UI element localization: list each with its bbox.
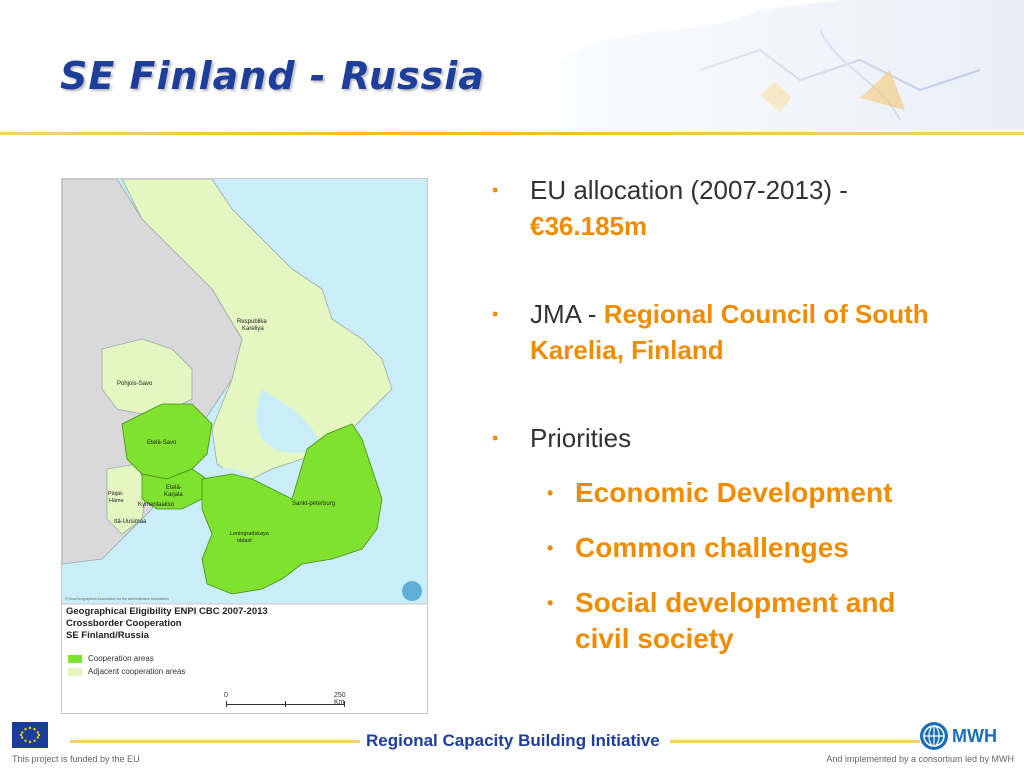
footer-divider-left [70, 740, 360, 743]
sub-bullet-dot-icon: • [547, 593, 554, 613]
legend-label-cooperation: Cooperation areas [88, 654, 154, 663]
bullet-dot-icon: • [492, 180, 499, 200]
legend-label-adjacent: Adjacent cooperation areas [88, 667, 186, 676]
map-label-etela-karjala: Etelä-Karjala [164, 485, 183, 498]
legend-adjacent [68, 667, 185, 676]
map-caption-line1: Geographical Eligibility ENPI CBC 2007-2013 [66, 606, 268, 617]
map-label-sankt-peterburg: Sankt-peterburg [292, 501, 336, 507]
priority-item [547, 530, 849, 566]
map-logo-icon [402, 581, 422, 601]
legend-cooperation [68, 654, 154, 663]
footer-divider-right [670, 740, 920, 743]
map-caption-line2: Crossborder Cooperation [66, 618, 182, 629]
eu-allocation-label: EU allocation (2007-2013) - [530, 175, 848, 205]
map-label-ita-uusimaa: Itä-Uusimaa [114, 519, 147, 525]
priority-item-label: Social development and civil society [575, 587, 896, 654]
legend-swatch-adjacent [68, 668, 82, 676]
scale-end: 250 Km [334, 692, 346, 706]
map-caption-line3: SE Finland/Russia [66, 630, 149, 641]
priority-item [547, 585, 945, 657]
map-label-paijat-hame: Päijät-Häme [108, 491, 124, 504]
mwh-logo [920, 722, 997, 750]
sub-bullet-dot-icon: • [547, 538, 554, 558]
priority-item-label: Common challenges [575, 532, 849, 563]
priority-item-label: Economic Development [575, 477, 893, 508]
map-scale-bar [224, 692, 354, 712]
map-label-karelia: Respublika Kareliya [237, 319, 267, 332]
footer-consortium-note: And implemented by a consortium led by MWH [826, 754, 1014, 764]
globe-icon [920, 722, 948, 750]
map-label-leningradskaya: Leningradskaya oblast' [230, 531, 269, 544]
bullet-dot-icon: • [492, 428, 499, 448]
slide-title: SE Finland - Russia [60, 54, 485, 98]
header-banner [0, 0, 1024, 140]
map-copyright: © EuroGeographics Association for the administrative boundaries [65, 597, 169, 601]
map-label-pohjois-savo: Pohjois-Savo [117, 381, 153, 387]
footer-funding-note: This project is funded by the EU [12, 754, 140, 764]
footer-title: Regional Capacity Building Initiative [366, 731, 660, 750]
map-label-etela-savo: Etelä-Savo [147, 440, 177, 446]
priority-item [547, 475, 893, 511]
eu-flag-icon [12, 722, 48, 748]
header-divider [0, 132, 1024, 135]
priorities-label: Priorities [530, 423, 632, 453]
eu-allocation-value: €36.185m [530, 211, 648, 241]
jma-label: JMA - [530, 299, 597, 329]
scale-start: 0 [224, 692, 228, 699]
eu-stars [12, 722, 48, 748]
jma-value: Regional Council of South Karelia, Finland [530, 299, 929, 365]
mwh-logo-text: MWH [952, 725, 997, 746]
legend-swatch-cooperation [68, 655, 82, 663]
map-label-kymenlaakso: Kymenlaakso [138, 502, 175, 508]
bullet-dot-icon: • [492, 304, 499, 324]
sub-bullet-dot-icon: • [547, 483, 554, 503]
map-caption [66, 606, 268, 642]
